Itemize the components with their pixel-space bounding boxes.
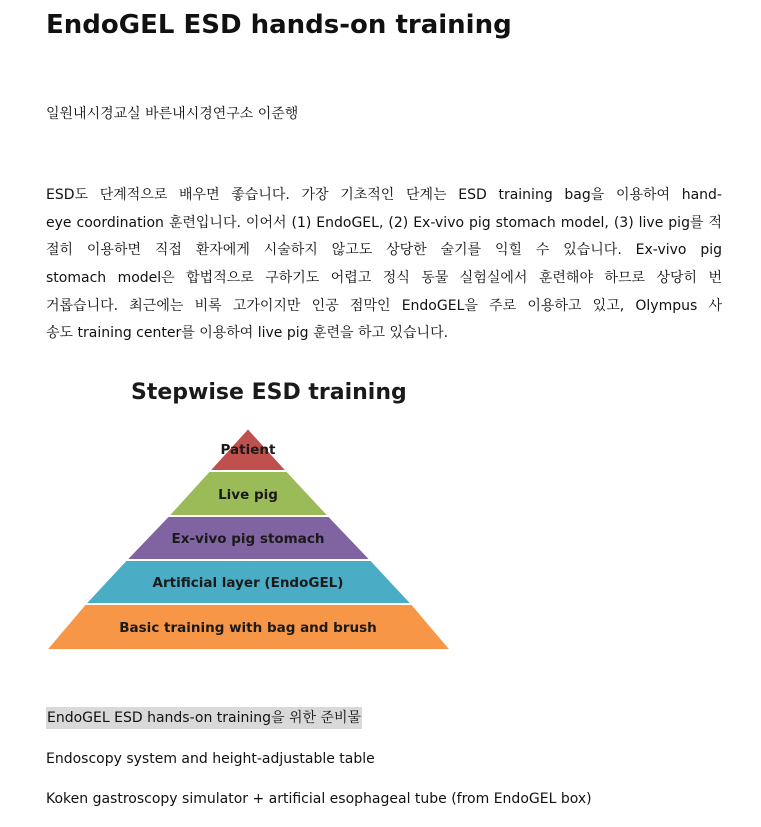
paragraph-line: eye coordination 훈련입니다. 이어서 (1) EndoGEL, (2) Ex-vivo pig stomach model, (3) live pig를 적	[46, 214, 722, 231]
paragraph-line: 송도 training center를 이용하여 live pig 훈련을 하고 있습니다.	[46, 325, 449, 342]
paragraph-line: stomach model은 합법적으로 구하기도 어렵고 정식 동물 실험실에서 훈련해야 하므로 상당히 번	[46, 270, 722, 287]
tier-label-ex-vivo: Ex-vivo pig stomach	[171, 531, 325, 547]
pyramid-diagram	[46, 372, 456, 654]
paragraph-line: ESD도 단계적으로 배우면 좋습니다. 가장 기초적인 단계는 ESD training bag을 이용하여 hand-	[46, 187, 722, 203]
figure-title: Stepwise ESD training	[131, 380, 407, 405]
author-affiliation: 일원내시경교실 바른내시경연구소 이준행	[46, 106, 299, 122]
paragraph-line: 절히 이용하면 직접 환자에게 시술하지 않고도 상당한 술기를 익힐 수 있습니다. Ex-vivo pig	[46, 242, 722, 259]
tier-label-artificial: Artificial layer (EndoGEL)	[152, 575, 344, 591]
tier-label-patient: Patient	[220, 442, 276, 458]
paragraph-line: 거롭습니다. 최근에는 비록 고가이지만 인공 점막인 EndoGEL을 주로 이용하고 있고, Olympus 사	[46, 297, 722, 314]
preparation-item: Endoscopy system and height-adjustable table	[46, 751, 375, 767]
preparation-item: Koken gastroscopy simulator + artificial esophageal tube (from EndoGEL box)	[46, 791, 592, 807]
tier-label-basic: Basic training with bag and brush	[119, 620, 377, 636]
intro-paragraph	[46, 182, 722, 348]
preparation-heading: EndoGEL ESD hands-on training을 위한 준비물	[46, 707, 362, 729]
page-title: EndoGEL ESD hands-on training	[46, 10, 512, 40]
tier-label-live-pig: Live pig	[218, 487, 278, 503]
stepwise-esd-pyramid-figure	[46, 372, 456, 654]
